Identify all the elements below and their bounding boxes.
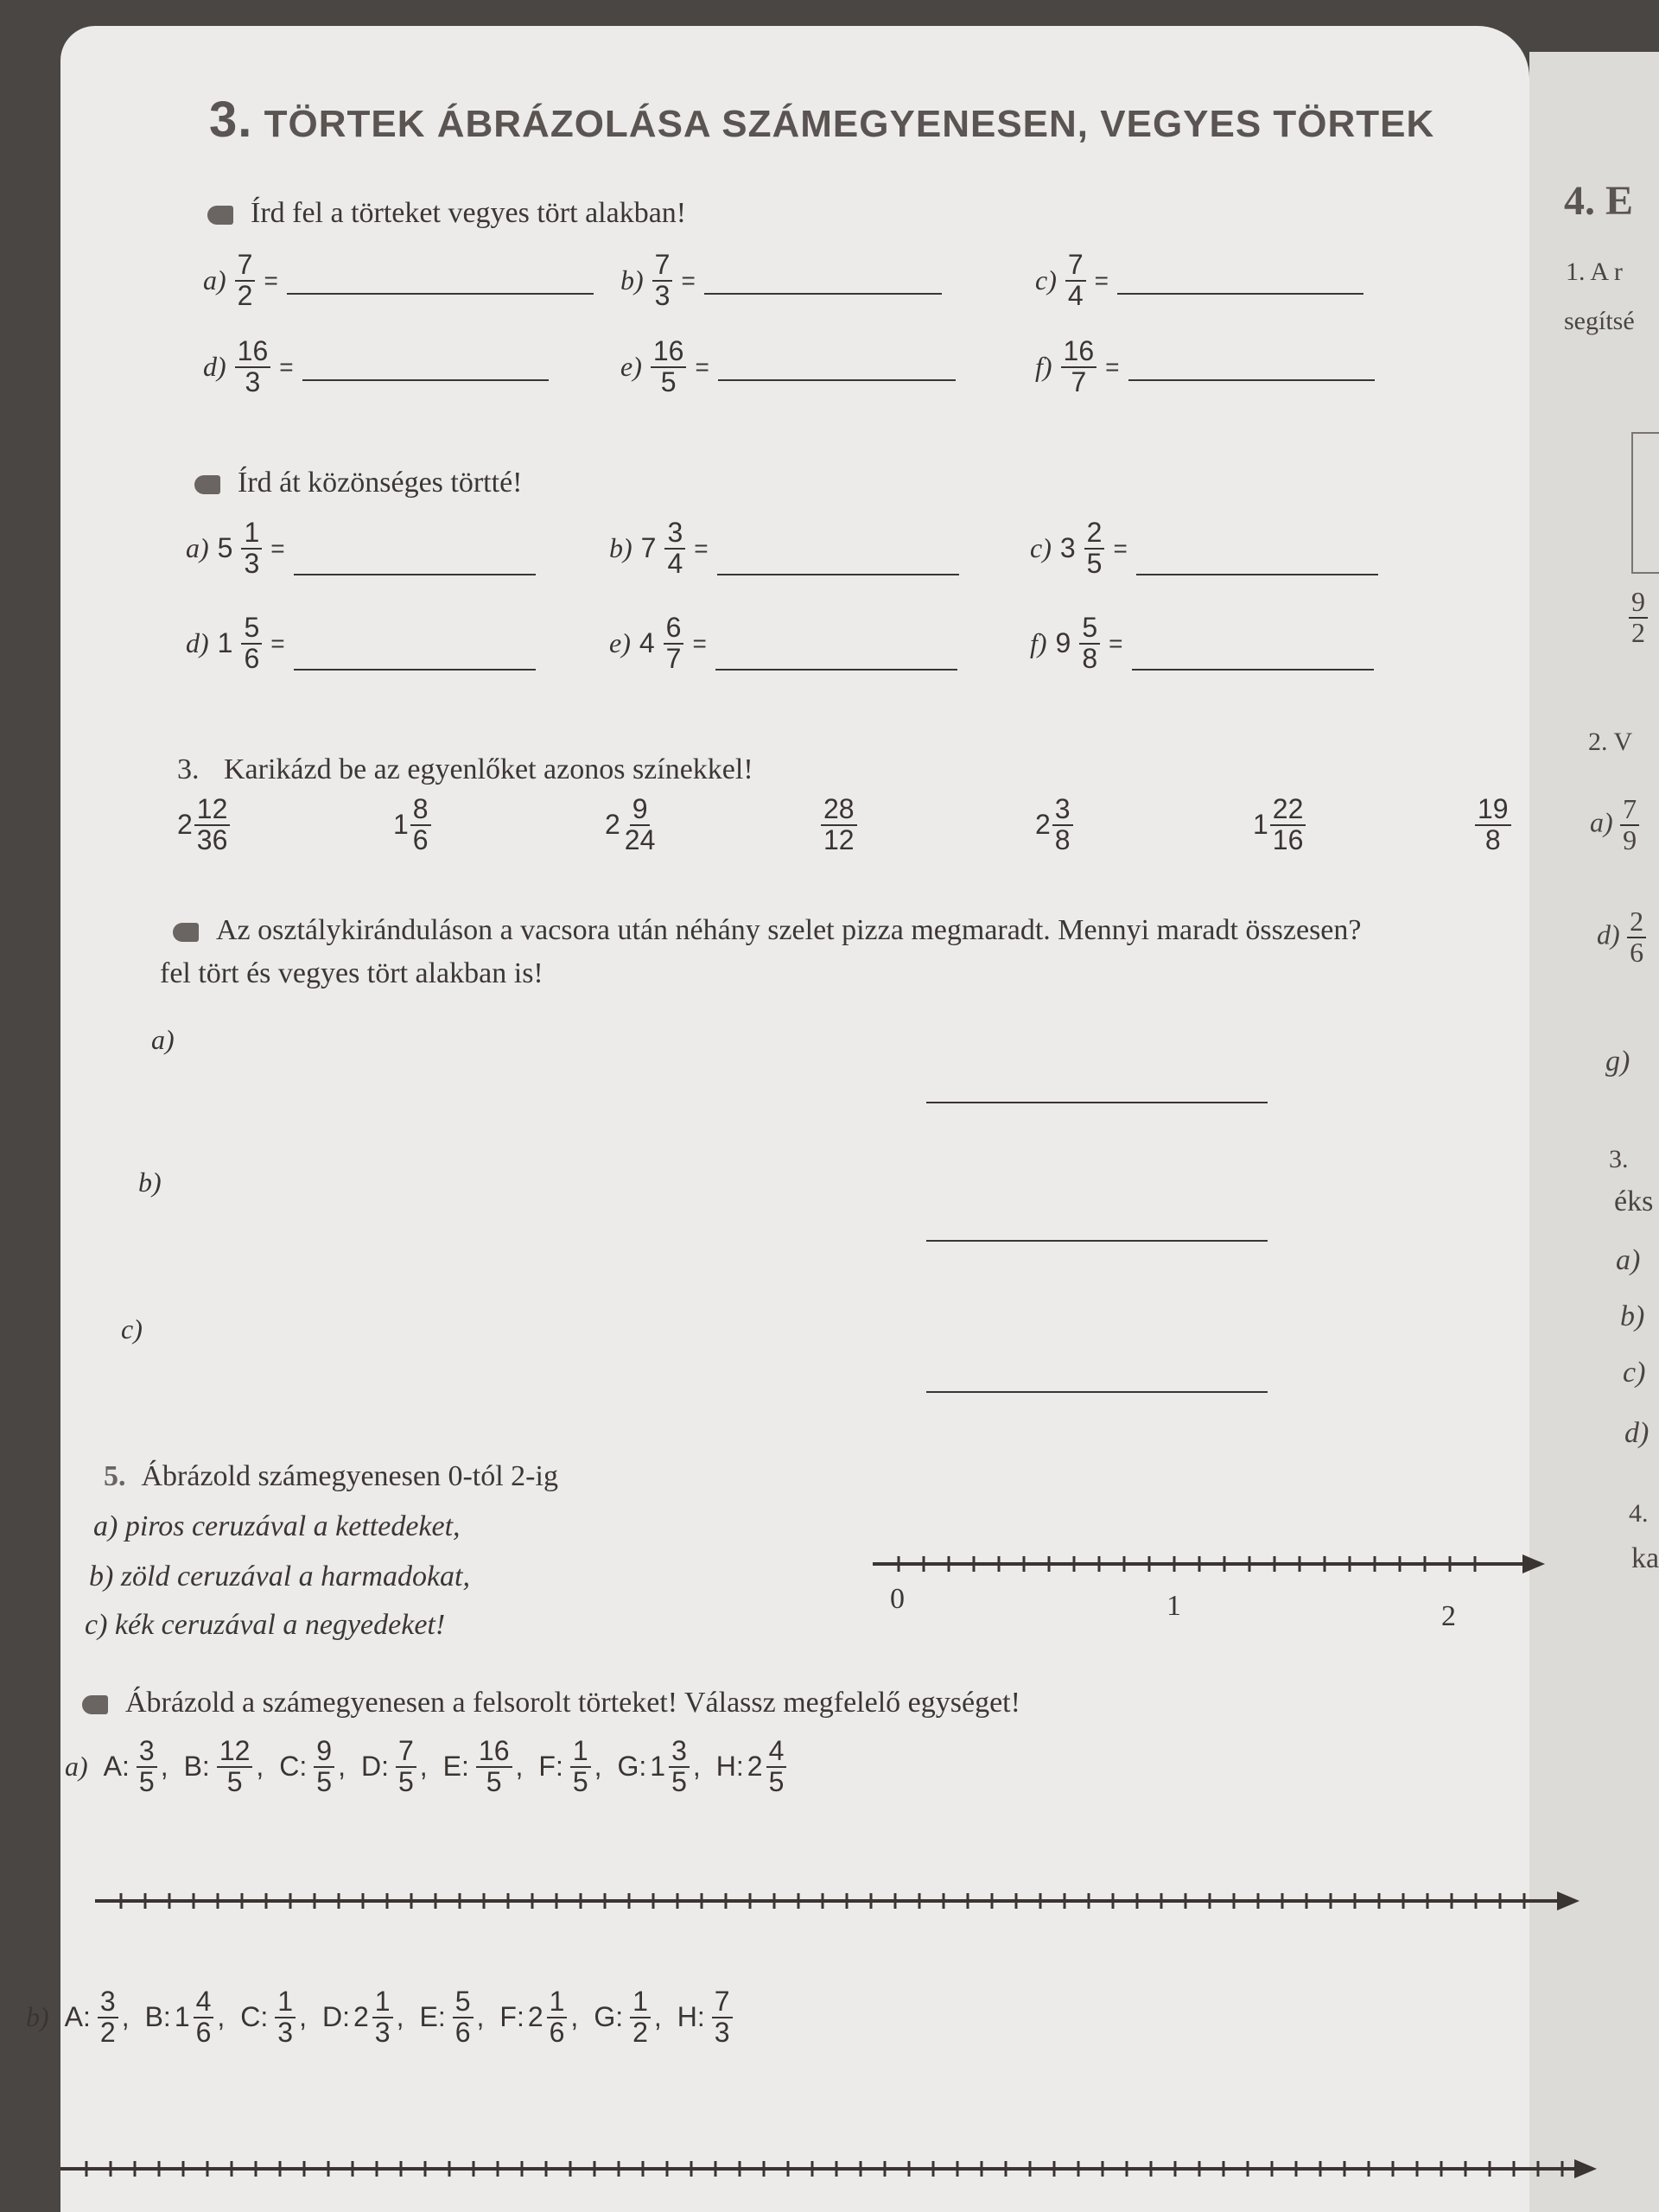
point-denominator: 2 bbox=[99, 2016, 116, 2048]
task2-item bbox=[609, 613, 957, 673]
task6-a-list bbox=[65, 1737, 786, 1796]
equals-sign: = bbox=[692, 629, 707, 657]
task3-item[interactable] bbox=[605, 795, 658, 855]
point-letter: A: bbox=[64, 2001, 91, 2033]
task2-fraction bbox=[664, 518, 685, 578]
task3-numerator: 8 bbox=[410, 795, 431, 826]
task-bullet-icon bbox=[207, 206, 233, 225]
task3-denominator: 36 bbox=[196, 823, 228, 855]
point-numerator: 1 bbox=[372, 1987, 393, 2018]
task3-item[interactable] bbox=[819, 795, 857, 855]
task2-fraction bbox=[1084, 518, 1105, 578]
separator: , bbox=[594, 1751, 602, 1783]
task-bullet-icon bbox=[194, 475, 220, 494]
point-denominator: 3 bbox=[374, 2016, 391, 2048]
equals-sign: = bbox=[279, 353, 294, 380]
answer-blank[interactable] bbox=[294, 574, 536, 575]
task3-numerator: 22 bbox=[1270, 795, 1306, 826]
task3-fraction bbox=[1475, 795, 1511, 855]
point-numerator: 3 bbox=[137, 1737, 157, 1768]
task1-item bbox=[203, 337, 549, 397]
point-numerator: 4 bbox=[194, 1987, 214, 2018]
task3-fraction bbox=[194, 795, 231, 855]
whole-part: 2 bbox=[1035, 809, 1051, 841]
point-numerator: 1 bbox=[547, 1987, 568, 2018]
point-denominator: 5 bbox=[138, 1765, 155, 1797]
next-task3-text: éks bbox=[1614, 1185, 1654, 1217]
task2-denominator: 7 bbox=[665, 642, 682, 674]
separator: , bbox=[476, 2001, 485, 2033]
task2-item bbox=[609, 518, 959, 578]
arrow-head-icon bbox=[1522, 1554, 1545, 1573]
task3-numerator: 28 bbox=[821, 795, 857, 826]
task1-denominator: 2 bbox=[237, 279, 253, 311]
whole-part: 2 bbox=[177, 809, 193, 841]
task2-fraction bbox=[241, 613, 262, 673]
equals-sign: = bbox=[1105, 353, 1120, 380]
point-letter: H: bbox=[677, 2001, 705, 2033]
task2-fraction bbox=[1079, 613, 1100, 673]
task3-fraction bbox=[1052, 795, 1073, 855]
task1-instruction: Írd fel a törteket vegyes tört alakban! bbox=[207, 197, 686, 230]
fraction-item bbox=[184, 1737, 264, 1796]
point-denominator: 5 bbox=[226, 1765, 243, 1797]
task3-denominator: 24 bbox=[624, 823, 656, 855]
task-bullet-icon bbox=[82, 1695, 108, 1714]
point-letter: F: bbox=[538, 1751, 563, 1783]
number-line-b[interactable] bbox=[60, 2152, 1607, 2203]
equals-sign: = bbox=[264, 266, 278, 294]
task3-denominator: 6 bbox=[412, 823, 429, 855]
equals-sign: = bbox=[694, 534, 709, 562]
pizza-row-label: b) bbox=[138, 1166, 162, 1198]
whole-part: 1 bbox=[1253, 809, 1268, 841]
point-numerator: 5 bbox=[453, 1987, 474, 2018]
next-fraction: $\frac{9}{2}$ bbox=[1629, 588, 1648, 647]
task-bullet-icon bbox=[173, 923, 199, 942]
next-task1: 1. A r bbox=[1566, 257, 1623, 286]
axis-label-2: 2 bbox=[1441, 1600, 1456, 1632]
task1-numerator: 7 bbox=[652, 251, 673, 282]
task5-c: c) kék ceruzával a negyedeket! bbox=[85, 1609, 446, 1641]
task1-fraction bbox=[651, 337, 687, 397]
point-numerator: 4 bbox=[766, 1737, 787, 1768]
task2-denominator: 8 bbox=[1082, 642, 1098, 674]
item-label: a) bbox=[65, 1751, 88, 1783]
task2-numerator: 2 bbox=[1084, 518, 1105, 550]
task2-item bbox=[1030, 518, 1378, 578]
task1-item bbox=[1035, 337, 1375, 397]
point-letter: C: bbox=[279, 1751, 308, 1783]
fraction-item bbox=[104, 1737, 168, 1796]
task1-numerator: 7 bbox=[1065, 251, 1086, 282]
whole-part: 1 bbox=[393, 809, 409, 841]
task3-fraction bbox=[1270, 795, 1306, 855]
task3-numerator: 3 bbox=[1052, 795, 1073, 826]
point-letter: G: bbox=[594, 2001, 624, 2033]
point-numerator: 9 bbox=[314, 1737, 334, 1768]
point-fraction bbox=[275, 1987, 296, 2047]
task3-item[interactable] bbox=[393, 795, 431, 855]
point-numerator: 12 bbox=[217, 1737, 253, 1768]
fraction-item bbox=[443, 1737, 524, 1796]
point-fraction bbox=[570, 1737, 591, 1796]
task3-item[interactable] bbox=[177, 795, 230, 855]
fraction-item bbox=[677, 1987, 733, 2047]
answer-blank[interactable] bbox=[926, 1240, 1268, 1242]
point-numerator: 1 bbox=[630, 1987, 651, 2018]
separator: , bbox=[299, 2001, 307, 2033]
point-denominator: 5 bbox=[572, 1765, 588, 1797]
separator: , bbox=[160, 1751, 168, 1783]
task1-fraction bbox=[1065, 251, 1086, 310]
whole-part: 2 bbox=[747, 1751, 763, 1783]
whole-part: 1 bbox=[174, 2001, 190, 2033]
task2-item bbox=[186, 613, 536, 673]
point-letter: B: bbox=[183, 1751, 210, 1783]
equals-sign: = bbox=[1113, 534, 1128, 562]
point-denominator: 2 bbox=[632, 2016, 648, 2048]
answer-blank[interactable] bbox=[718, 379, 956, 381]
task1-item bbox=[620, 337, 956, 397]
whole-part: 2 bbox=[527, 2001, 543, 2033]
task2-numerator: 5 bbox=[241, 613, 262, 645]
point-numerator: 1 bbox=[570, 1737, 591, 1768]
fraction-item bbox=[618, 1737, 701, 1796]
task1-fraction bbox=[1061, 337, 1097, 397]
fraction-item bbox=[65, 1987, 130, 2047]
next-ld: d) bbox=[1624, 1417, 1649, 1449]
task4-instruction-line1: Az osztálykiránduláson a vacsora után néhány szelet pizza megmaradt. Mennyi maradt összesen? bbox=[173, 914, 1362, 947]
task3-fraction bbox=[622, 795, 658, 855]
answer-blank[interactable] bbox=[302, 379, 549, 381]
point-numerator: 1 bbox=[275, 1987, 296, 2018]
task3-instruction: 3. Karikázd be az egyenlőket azonos színekkel! bbox=[177, 753, 753, 785]
task1-fraction bbox=[235, 251, 256, 310]
next-lc: c) bbox=[1623, 1357, 1646, 1389]
whole-part: 1 bbox=[650, 1751, 666, 1783]
item-label: f) bbox=[1035, 351, 1052, 383]
task5-number: 5. bbox=[104, 1460, 126, 1492]
whole-part: 5 bbox=[217, 532, 233, 564]
separator: , bbox=[121, 2001, 130, 2033]
arrow-head-icon bbox=[1557, 1891, 1580, 1910]
point-fraction bbox=[194, 1987, 214, 2047]
equals-sign: = bbox=[1109, 629, 1123, 657]
task3-item[interactable] bbox=[1473, 795, 1511, 855]
number-line-0-2[interactable] bbox=[873, 1547, 1564, 1633]
task2-numerator: 5 bbox=[1079, 613, 1100, 645]
task3-item[interactable] bbox=[1253, 795, 1306, 855]
separator: , bbox=[256, 1751, 264, 1783]
item-label: c) bbox=[1030, 532, 1052, 564]
section-number: 3. bbox=[209, 92, 253, 148]
task2-fraction bbox=[664, 613, 684, 673]
point-denominator: 5 bbox=[316, 1765, 333, 1797]
task1-denominator: 3 bbox=[245, 365, 261, 397]
equals-sign: = bbox=[270, 534, 285, 562]
point-denominator: 6 bbox=[195, 2016, 212, 2048]
task1-denominator: 5 bbox=[660, 365, 677, 397]
answer-blank[interactable] bbox=[717, 574, 959, 575]
task1-item bbox=[203, 251, 594, 310]
task2-numerator: 3 bbox=[664, 518, 685, 550]
point-numerator: 3 bbox=[669, 1737, 690, 1768]
equals-sign: = bbox=[681, 266, 696, 294]
separator: , bbox=[217, 2001, 226, 2033]
task2-item bbox=[1030, 613, 1374, 673]
task1-denominator: 7 bbox=[1071, 365, 1087, 397]
item-label: a) bbox=[186, 532, 209, 564]
answer-blank[interactable] bbox=[704, 293, 942, 295]
item-label: d) bbox=[203, 351, 226, 383]
task2-denominator: 4 bbox=[667, 547, 683, 579]
point-letter: D: bbox=[321, 2001, 350, 2033]
task3-numerator: 9 bbox=[630, 795, 651, 826]
point-denominator: 3 bbox=[714, 2016, 730, 2048]
point-letter: E: bbox=[419, 2001, 446, 2033]
task6-instruction: Ábrázold a számegyenesen a felsorolt törteket! Válassz megfelelő egységet! bbox=[82, 1687, 1020, 1719]
task6-b-list bbox=[26, 1987, 733, 2047]
point-fraction bbox=[372, 1987, 393, 2047]
task1-item bbox=[620, 251, 942, 310]
item-label: f) bbox=[1030, 627, 1047, 659]
next-task3: 3. bbox=[1609, 1145, 1629, 1173]
next-page-table bbox=[1631, 432, 1659, 574]
task2-fraction bbox=[241, 518, 262, 578]
separator: , bbox=[692, 1751, 701, 1783]
pizza-row-label: c) bbox=[121, 1313, 143, 1344]
task5-instruction: 5. Ábrázold számegyenesen 0-tól 2-ig bbox=[104, 1460, 558, 1492]
answer-blank[interactable] bbox=[287, 293, 594, 295]
task2-denominator: 6 bbox=[244, 642, 260, 674]
task2-item bbox=[186, 518, 536, 578]
point-fraction bbox=[476, 1737, 512, 1796]
point-denominator: 3 bbox=[277, 2016, 294, 2048]
next-la: a) bbox=[1616, 1244, 1641, 1276]
point-fraction bbox=[669, 1737, 690, 1796]
axis-label-0: 0 bbox=[890, 1583, 905, 1615]
whole-part: 3 bbox=[1059, 532, 1076, 564]
item-label: b) bbox=[26, 2001, 49, 2033]
equals-sign: = bbox=[1094, 266, 1109, 294]
point-letter: B: bbox=[144, 2001, 171, 2033]
task1-numerator: 16 bbox=[1061, 337, 1097, 368]
task1-denominator: 3 bbox=[654, 279, 671, 311]
next-d: d) $\frac{2}{6}$ bbox=[1597, 907, 1646, 967]
point-numerator: 3 bbox=[98, 1987, 118, 2018]
task5-a: a) piros ceruzával a kettedeket, bbox=[93, 1510, 461, 1542]
fraction-item bbox=[322, 1987, 404, 2047]
whole-part: 1 bbox=[217, 627, 233, 659]
point-letter: C: bbox=[240, 2001, 269, 2033]
point-denominator: 6 bbox=[549, 2016, 565, 2048]
task3-fraction bbox=[821, 795, 857, 855]
fraction-item bbox=[594, 1987, 661, 2047]
whole-part: 2 bbox=[605, 809, 620, 841]
point-denominator: 6 bbox=[454, 2016, 471, 2048]
next-task4: 4. bbox=[1629, 1499, 1649, 1528]
answer-blank[interactable] bbox=[926, 1391, 1268, 1393]
answer-blank[interactable] bbox=[1136, 574, 1378, 575]
point-fraction bbox=[712, 1987, 733, 2047]
item-label: b) bbox=[609, 532, 632, 564]
task1-item bbox=[1035, 251, 1363, 310]
point-letter: E: bbox=[442, 1751, 469, 1783]
next-lb: b) bbox=[1620, 1300, 1645, 1332]
next-page-header: 4. E bbox=[1564, 178, 1634, 224]
task3-item[interactable] bbox=[1035, 795, 1073, 855]
point-letter: A: bbox=[103, 1751, 130, 1783]
item-label: e) bbox=[620, 351, 642, 383]
task1-numerator: 16 bbox=[651, 337, 687, 368]
point-numerator: 16 bbox=[476, 1737, 512, 1768]
fraction-item bbox=[538, 1737, 601, 1796]
point-letter: D: bbox=[360, 1751, 389, 1783]
point-fraction bbox=[547, 1987, 568, 2047]
whole-part: 2 bbox=[353, 2001, 369, 2033]
point-denominator: 5 bbox=[768, 1765, 785, 1797]
answer-blank[interactable] bbox=[1117, 293, 1363, 295]
point-fraction bbox=[217, 1737, 253, 1796]
point-letter: H: bbox=[715, 1751, 744, 1783]
task3-numerator: 12 bbox=[194, 795, 231, 826]
separator: , bbox=[396, 2001, 404, 2033]
task2-denominator: 5 bbox=[1086, 547, 1103, 579]
fraction-item bbox=[716, 1737, 787, 1796]
fraction-item bbox=[145, 1987, 226, 2047]
item-label: e) bbox=[609, 627, 631, 659]
next-task4-text: ka bbox=[1631, 1542, 1659, 1574]
task3-fraction bbox=[410, 795, 431, 855]
fraction-item bbox=[419, 1987, 484, 2047]
point-numerator: 7 bbox=[712, 1987, 733, 2018]
point-fraction bbox=[766, 1737, 787, 1796]
separator: , bbox=[653, 2001, 662, 2033]
point-fraction bbox=[453, 1987, 474, 2047]
point-letter: F: bbox=[499, 2001, 524, 2033]
point-numerator: 7 bbox=[396, 1737, 416, 1768]
point-denominator: 5 bbox=[671, 1765, 687, 1797]
equals-sign: = bbox=[270, 629, 285, 657]
task3-denominator: 12 bbox=[823, 823, 855, 855]
point-fraction bbox=[314, 1737, 334, 1796]
axis-label-1: 1 bbox=[1166, 1590, 1181, 1622]
fraction-item bbox=[499, 1987, 578, 2047]
point-denominator: 5 bbox=[486, 1765, 502, 1797]
task4-instruction-line2: fel tört és vegyes tört alakban is! bbox=[160, 957, 543, 989]
point-fraction bbox=[630, 1987, 651, 2047]
task2-instruction: Írd át közönséges törtté! bbox=[194, 467, 523, 499]
fraction-item bbox=[240, 1987, 307, 2047]
answer-blank[interactable] bbox=[1128, 379, 1375, 381]
whole-part: 9 bbox=[1055, 627, 1071, 659]
answer-blank[interactable] bbox=[294, 669, 536, 671]
whole-part: 4 bbox=[639, 627, 655, 659]
pizza-row-label: a) bbox=[151, 1024, 175, 1055]
fraction-item bbox=[361, 1737, 428, 1796]
task5-b: b) zöld ceruzával a harmadokat, bbox=[89, 1560, 471, 1592]
point-fraction bbox=[396, 1737, 416, 1796]
next-a: a) $\frac{7}{9}$ bbox=[1590, 795, 1639, 855]
separator: , bbox=[419, 1751, 428, 1783]
arrow-head-icon bbox=[1574, 2159, 1597, 2178]
point-fraction bbox=[98, 1987, 118, 2047]
task1-denominator: 4 bbox=[1067, 279, 1084, 311]
whole-part: 7 bbox=[640, 532, 657, 564]
fraction-item bbox=[279, 1737, 346, 1796]
next-task1-text: segítsé bbox=[1564, 307, 1635, 335]
point-denominator: 5 bbox=[397, 1765, 414, 1797]
task3-number: 3. bbox=[177, 753, 200, 785]
separator: , bbox=[515, 1751, 524, 1783]
next-g: g) bbox=[1605, 1046, 1630, 1077]
task1-fraction bbox=[235, 337, 271, 397]
point-letter: G: bbox=[617, 1751, 647, 1783]
item-label: d) bbox=[186, 627, 209, 659]
section-title: TÖRTEK ÁBRÁZOLÁSA SZÁMEGYENESEN, VEGYES TÖRTEK bbox=[264, 103, 1435, 145]
task3-denominator: 8 bbox=[1484, 823, 1501, 855]
item-label: c) bbox=[1035, 264, 1057, 296]
answer-blank[interactable] bbox=[1132, 669, 1374, 671]
task1-numerator: 7 bbox=[235, 251, 256, 282]
task2-numerator: 1 bbox=[241, 518, 262, 550]
task1-fraction bbox=[652, 251, 673, 310]
task2-numerator: 6 bbox=[664, 613, 684, 645]
task3-denominator: 8 bbox=[1054, 823, 1071, 855]
separator: , bbox=[570, 2001, 579, 2033]
answer-blank[interactable] bbox=[715, 669, 957, 671]
separator: , bbox=[338, 1751, 346, 1783]
next-task2: 2. V bbox=[1588, 728, 1633, 756]
task2-denominator: 3 bbox=[244, 547, 260, 579]
answer-blank[interactable] bbox=[926, 1102, 1268, 1103]
task3-denominator: 16 bbox=[1272, 823, 1304, 855]
page-title bbox=[209, 91, 1434, 149]
item-label: a) bbox=[203, 264, 226, 296]
number-line-a[interactable] bbox=[95, 1884, 1590, 1936]
item-label: b) bbox=[620, 264, 644, 296]
task1-numerator: 16 bbox=[235, 337, 271, 368]
equals-sign: = bbox=[695, 353, 709, 380]
task3-numerator: 19 bbox=[1475, 795, 1511, 826]
point-fraction bbox=[137, 1737, 157, 1796]
